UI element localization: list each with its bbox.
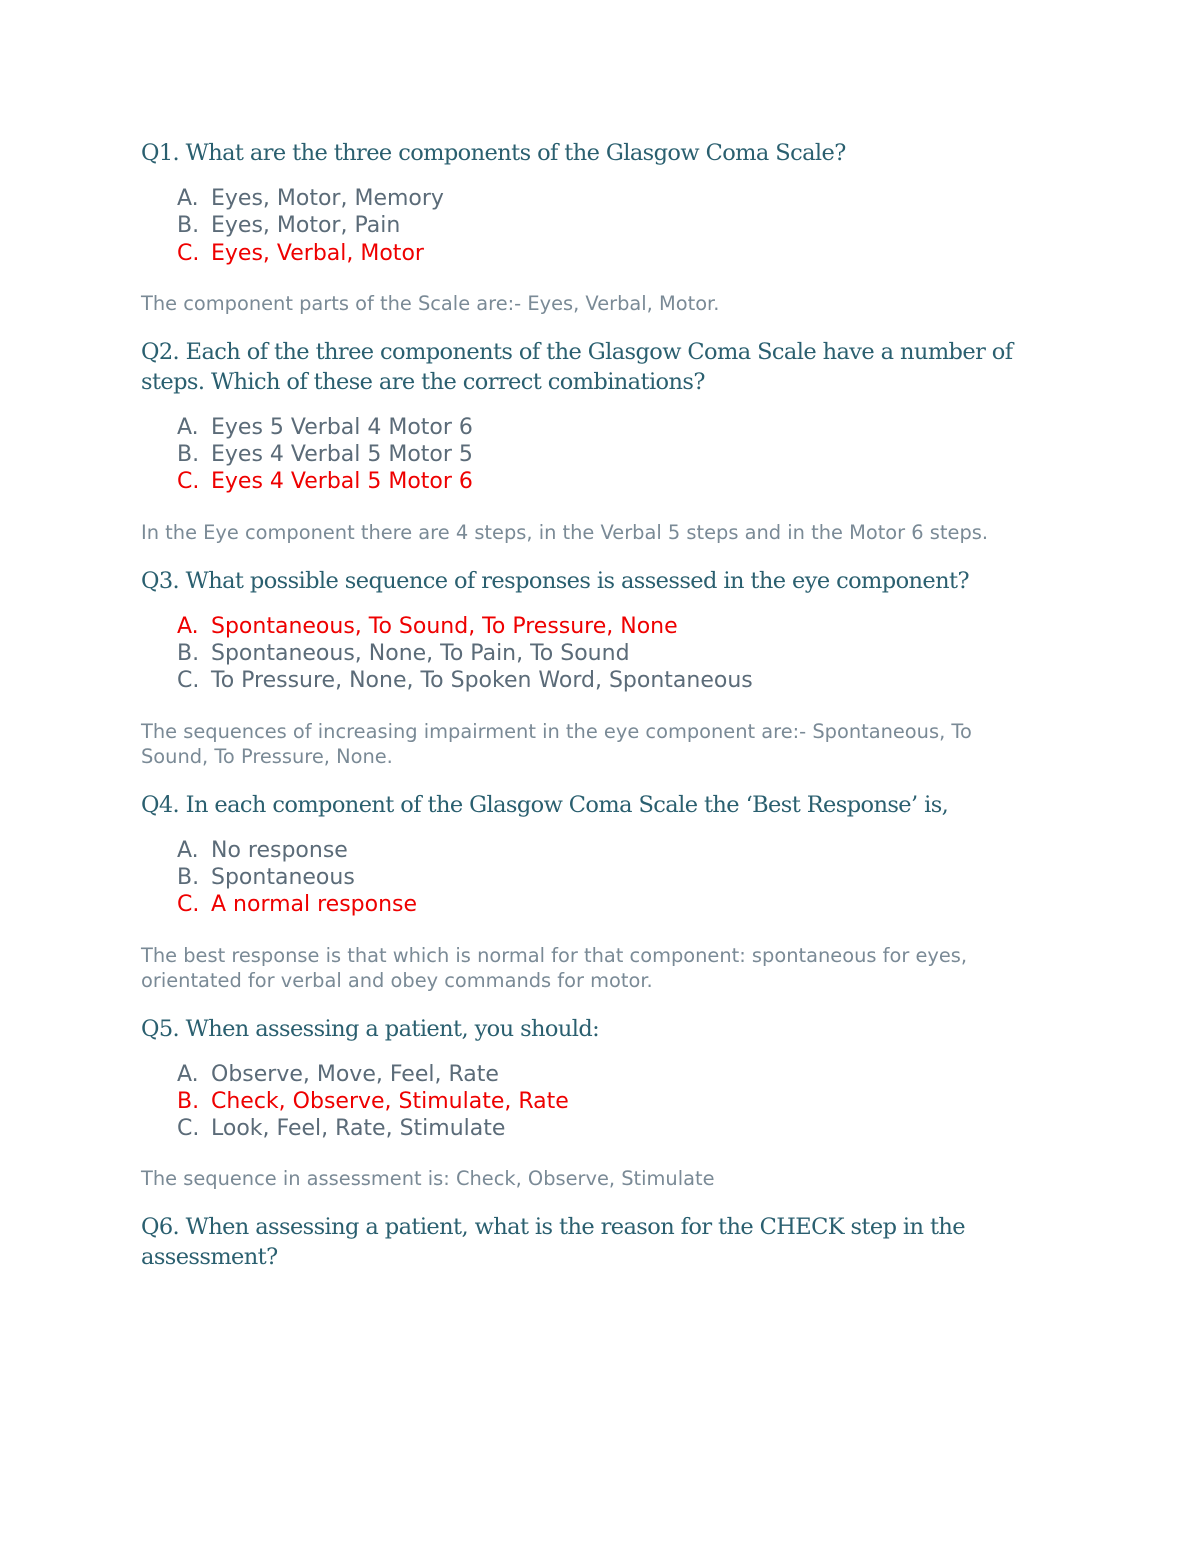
question-5-option-c	[141, 1115, 1041, 1142]
option-text: No response	[211, 837, 348, 863]
question-block-4	[141, 790, 1041, 993]
option-text: Spontaneous, None, To Pain, To Sound	[211, 641, 630, 667]
question-3-option-b	[141, 640, 1041, 667]
question-block-2	[141, 337, 1041, 545]
option-text: A normal response	[211, 892, 418, 918]
option-text: Spontaneous	[211, 864, 355, 890]
question-block-1	[141, 138, 1041, 316]
question-3-option-a-correct	[141, 613, 1041, 640]
option-letter: A.	[177, 186, 199, 211]
question-3-options	[141, 613, 1041, 695]
question-2-option-b	[141, 441, 1041, 468]
question-5-option-b-correct	[141, 1088, 1041, 1115]
option-letter: C.	[177, 240, 200, 266]
question-5-explanation: The sequence in assessment is: Check, Observe, Stimulate	[141, 1167, 715, 1191]
option-text: Eyes 5 Verbal 4 Motor 6	[211, 414, 473, 440]
option-letter: A.	[177, 1061, 199, 1087]
option-text: Check, Observe, Stimulate, Rate	[211, 1088, 569, 1114]
question-4-text: Q4. In each component of the Glasgow Coma Scale the ‘Best Response’ is,	[141, 791, 949, 818]
question-2-text: Q2. Each of the three components of the Glasgow Coma Scale have a number of steps. Which of these are the correct combinations?	[141, 338, 1013, 395]
quiz-content	[141, 138, 1041, 1293]
question-2-options	[141, 414, 1041, 496]
option-text: Eyes, Verbal, Motor	[211, 240, 424, 266]
option-text: Look, Feel, Rate, Stimulate	[211, 1116, 506, 1142]
option-text: Observe, Move, Feel, Rate	[211, 1061, 499, 1087]
option-letter: B.	[177, 1088, 200, 1114]
question-5-text: Q5. When assessing a patient, you should:	[141, 1015, 600, 1042]
question-4-option-c-correct	[141, 891, 1041, 918]
question-block-3	[141, 566, 1041, 769]
option-letter: B.	[177, 864, 200, 890]
option-letter: A.	[177, 837, 199, 863]
option-letter: C.	[177, 668, 200, 694]
question-1-option-c-correct	[141, 240, 1041, 267]
option-text: Eyes, Motor, Memory	[211, 186, 444, 211]
question-4-option-a	[141, 837, 1041, 864]
question-6-text: Q6. When assessing a patient, what is the reason for the CHECK step in the assessment?	[141, 1214, 966, 1271]
question-4-explanation: The best response is that which is normal for that component: spontaneous for eyes, orientated for verbal and obey commands for motor.	[141, 943, 968, 992]
question-1-option-a	[141, 185, 1041, 212]
option-letter: B.	[177, 641, 200, 667]
question-1-option-b	[141, 212, 1041, 239]
option-text: Eyes 4 Verbal 5 Motor 6	[211, 469, 473, 495]
option-text: To Pressure, None, To Spoken Word, Spontaneous	[211, 668, 753, 694]
option-letter: A.	[177, 414, 199, 440]
question-block-6	[141, 1212, 1041, 1272]
option-letter: B.	[177, 442, 200, 468]
question-1-explanation: The component parts of the Scale are:- Eyes, Verbal, Motor.	[141, 291, 720, 315]
question-3-explanation: The sequences of increasing impairment in the eye component are:- Spontaneous, To Sound, To Pressure, None.	[141, 719, 972, 768]
option-text: Spontaneous, To Sound, To Pressure, None	[211, 613, 678, 639]
option-letter: C.	[177, 469, 200, 495]
option-text: Eyes, Motor, Pain	[211, 213, 401, 239]
option-letter: C.	[177, 1116, 200, 1142]
question-4-option-b	[141, 864, 1041, 891]
option-letter: B.	[177, 213, 200, 239]
question-2-option-a	[141, 414, 1041, 441]
question-3-option-c	[141, 667, 1041, 694]
question-block-5	[141, 1014, 1041, 1192]
question-1-text: Q1. What are the three components of the Glasgow Coma Scale?	[141, 140, 846, 166]
question-2-explanation: In the Eye component there are 4 steps, in the Verbal 5 steps and in the Motor 6 steps.	[141, 520, 989, 544]
option-letter: C.	[177, 892, 200, 918]
option-letter: A.	[177, 613, 199, 639]
question-2-option-c-correct	[141, 468, 1041, 495]
option-text: Eyes 4 Verbal 5 Motor 5	[211, 442, 473, 468]
question-5-option-a	[141, 1061, 1041, 1088]
question-4-options	[141, 837, 1041, 919]
question-3-text: Q3. What possible sequence of responses is assessed in the eye component?	[141, 567, 969, 594]
question-1-options	[141, 185, 1041, 267]
question-5-options	[141, 1061, 1041, 1143]
